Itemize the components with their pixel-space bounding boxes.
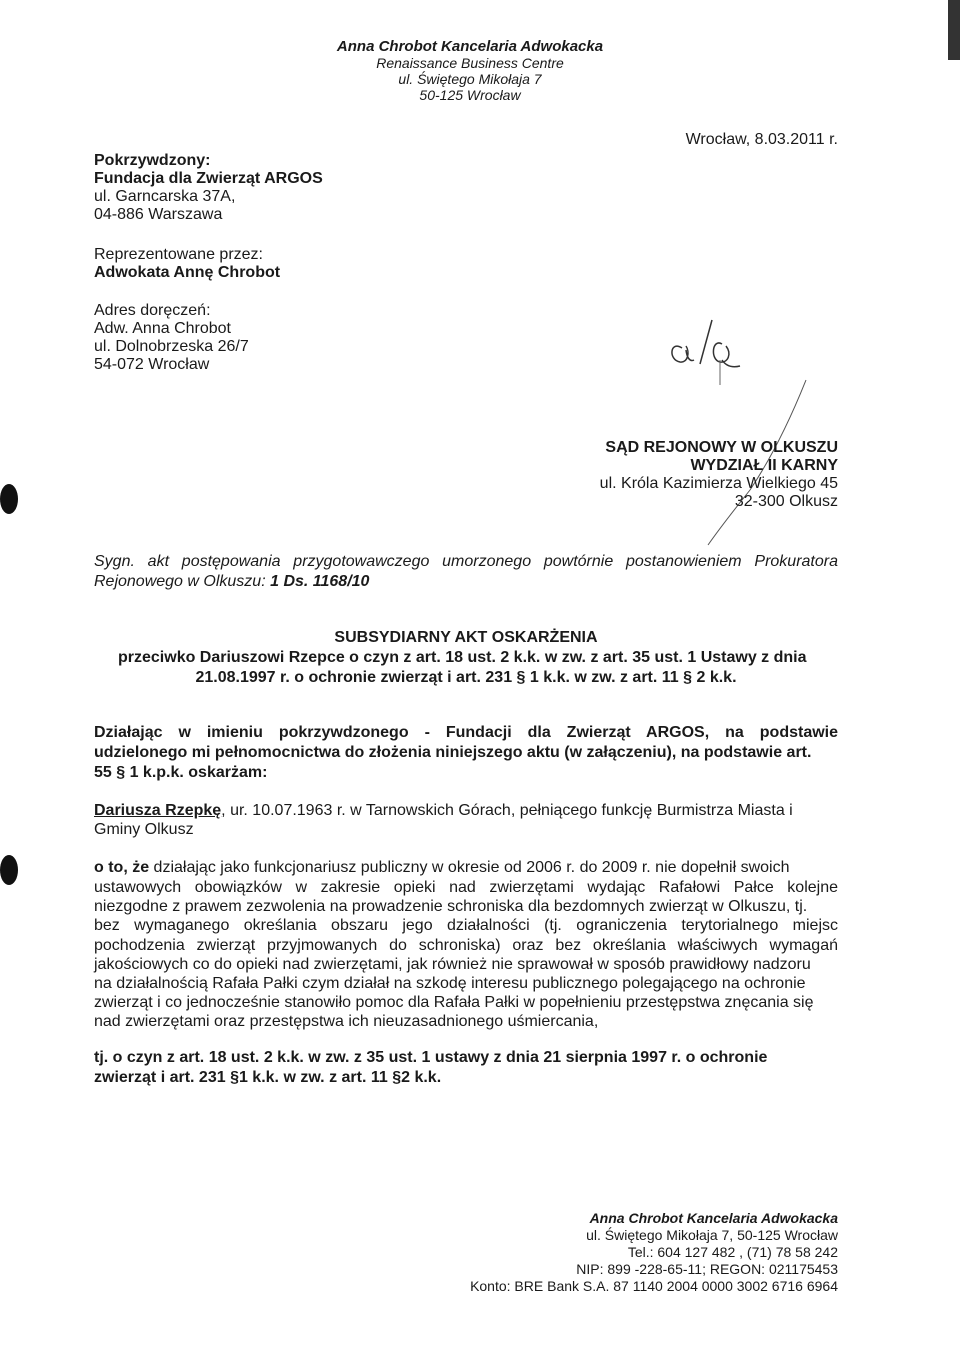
injured-name: Fundacja dla Zwierząt ARGOS bbox=[94, 170, 323, 187]
reference-court: Rejonowego w Olkuszu: bbox=[94, 573, 271, 590]
charge-line1 bbox=[94, 859, 789, 877]
charge-prefix: o to, że bbox=[94, 859, 150, 876]
reference-line2 bbox=[94, 573, 369, 591]
letterhead-line3: 50-125 Wrocław bbox=[419, 87, 521, 103]
title-line2: przeciwko Dariuszowi Rzepce o czyn z art. 18 ust. 2 k.k. w zw. z art. 35 ust. 1 Ustawy z dnia bbox=[118, 649, 807, 666]
footer-address: ul. Świętego Mikołaja 7, 50-125 Wrocław bbox=[586, 1227, 838, 1243]
charge-last-line: nad zwierzętami oraz przestępstwa ich nieuzasadnionego uśmiercania, bbox=[94, 1013, 599, 1030]
reference-line1: Sygn. akt postępowania przygotowawczego umorzonego powtórnie postanowieniem Prokuratora bbox=[94, 553, 838, 570]
injured-street: ul. Garncarska 37A, bbox=[94, 188, 236, 205]
representation-label: Reprezentowane przez: bbox=[94, 246, 263, 263]
delivery-name: Adw. Anna Chrobot bbox=[94, 320, 231, 337]
handwritten-annotation bbox=[660, 300, 820, 550]
injured-label: Pokrzywdzony: bbox=[94, 152, 211, 169]
punch-hole-bottom bbox=[0, 855, 18, 885]
delivery-city: 54-072 Wrocław bbox=[94, 356, 210, 373]
reference-number: 1 Ds. 1168/10 bbox=[270, 573, 370, 590]
delivery-label: Adres doręczeń: bbox=[94, 302, 211, 319]
charge-line: jakościowych co do opieki nad zwierzętami, jak również nie sprawował w sposób prawidłowy nadzoru bbox=[94, 956, 811, 973]
accused-line1 bbox=[94, 802, 793, 820]
injured-party bbox=[94, 152, 323, 224]
letterhead-name: Anna Chrobot Kancelaria Adwokacka bbox=[336, 38, 604, 55]
court-city: 32-300 Olkusz bbox=[734, 493, 838, 510]
court-name: SĄD REJONOWY W OLKUSZU bbox=[605, 439, 838, 456]
accused-name: Dariusza Rzepkę bbox=[94, 802, 222, 819]
qualification-line2: zwierząt i art. 231 §1 k.k. w zw. z art. 11 §2 k.k. bbox=[94, 1069, 442, 1086]
delivery-street: ul. Dolnobrzeska 26/7 bbox=[94, 338, 249, 355]
letterhead bbox=[300, 38, 640, 103]
letterhead-line2: ul. Świętego Mikołaja 7 bbox=[398, 71, 542, 87]
court-street: ul. Króla Kazimierza Wielkiego 45 bbox=[599, 475, 838, 492]
punch-hole-top bbox=[0, 484, 18, 514]
footer-name: Anna Chrobot Kancelaria Adwokacka bbox=[589, 1210, 838, 1226]
intro-line2: udzielonego mi pełnomocnictwa do złożenia niniejszego aktu (w załączeniu), na podstawie art. bbox=[94, 744, 812, 761]
accused-details: , ur. 10.07.1963 r. w Tarnowskich Górach, pełniącego funkcję Burmistrza Miasta i bbox=[221, 802, 793, 819]
court-department: WYDZIAŁ II KARNY bbox=[690, 457, 838, 474]
qualification-line1: tj. o czyn z art. 18 ust. 2 k.k. w zw. z 35 ust. 1 ustawy z dnia 21 sierpnia 1997 r. o ochronie bbox=[94, 1049, 768, 1066]
accused-line2: Gminy Olkusz bbox=[94, 821, 194, 838]
charge-line: bez wymaganego określania obszaru jego działalności (tj. ograniczenia terytorialnego miejsc bbox=[94, 917, 838, 934]
intro-line3: 55 § 1 k.p.k. oskarżam: bbox=[94, 764, 268, 781]
representation-name: Adwokata Annę Chrobot bbox=[94, 264, 281, 281]
representation bbox=[94, 246, 280, 282]
charge-line: zwierząt i co jednocześnie stanowiło pomoc dla Rafała Pałki w popełnieniu przestępstwa znęcania się bbox=[94, 994, 814, 1011]
intro-line1: Działając w imieniu pokrzywdzonego - Fundacji dla Zwierząt ARGOS, na podstawie bbox=[94, 724, 838, 741]
court-address bbox=[560, 439, 838, 511]
title-line3: 21.08.1997 r. o ochronie zwierząt i art. 231 § 1 k.k. w zw. z art. 11 § 2 k.k. bbox=[195, 669, 737, 686]
place-date: Wrocław, 8.03.2011 r. bbox=[685, 131, 838, 148]
footer-account: Konto: BRE Bank S.A. 87 1140 2004 0000 3002 6716 6964 bbox=[470, 1278, 838, 1294]
charge-line: ustawowych obowiązków w zakresie opieki nad zwierzętami wydając Rafałowi Pałce kolejne bbox=[94, 879, 838, 896]
letterhead-line1: Renaissance Business Centre bbox=[376, 55, 564, 71]
footer-phone: Tel.: 604 127 482 , (71) 78 58 242 bbox=[627, 1244, 838, 1260]
scan-edge-mark bbox=[948, 0, 960, 60]
document-title: SUBSYDIARNY AKT OSKARŻENIA bbox=[334, 629, 598, 646]
delivery-address bbox=[94, 302, 249, 374]
charge-line: na działalnością Rafała Pałki czym działał na szkodę interesu publicznego polegającego na ochronie bbox=[94, 975, 806, 992]
charge-line1-text: działając jako funkcjonariusz publiczny w okresie od 2006 r. do 2009 r. nie dopełnił swoich bbox=[149, 859, 790, 876]
footer bbox=[440, 1210, 838, 1295]
charge-line: niezgodne z prawem zezwolenia na prowadzenie schroniska dla bezdomnych zwierząt w Olkuszu, tj. bbox=[94, 898, 808, 915]
injured-city: 04-886 Warszawa bbox=[94, 206, 223, 223]
charge-line: pochodzenia zwierząt przyjmowanych do schroniska) oraz bez określania właściwych wymagań bbox=[94, 937, 838, 954]
footer-ids: NIP: 899 -228-65-11; REGON: 021175453 bbox=[576, 1261, 838, 1277]
